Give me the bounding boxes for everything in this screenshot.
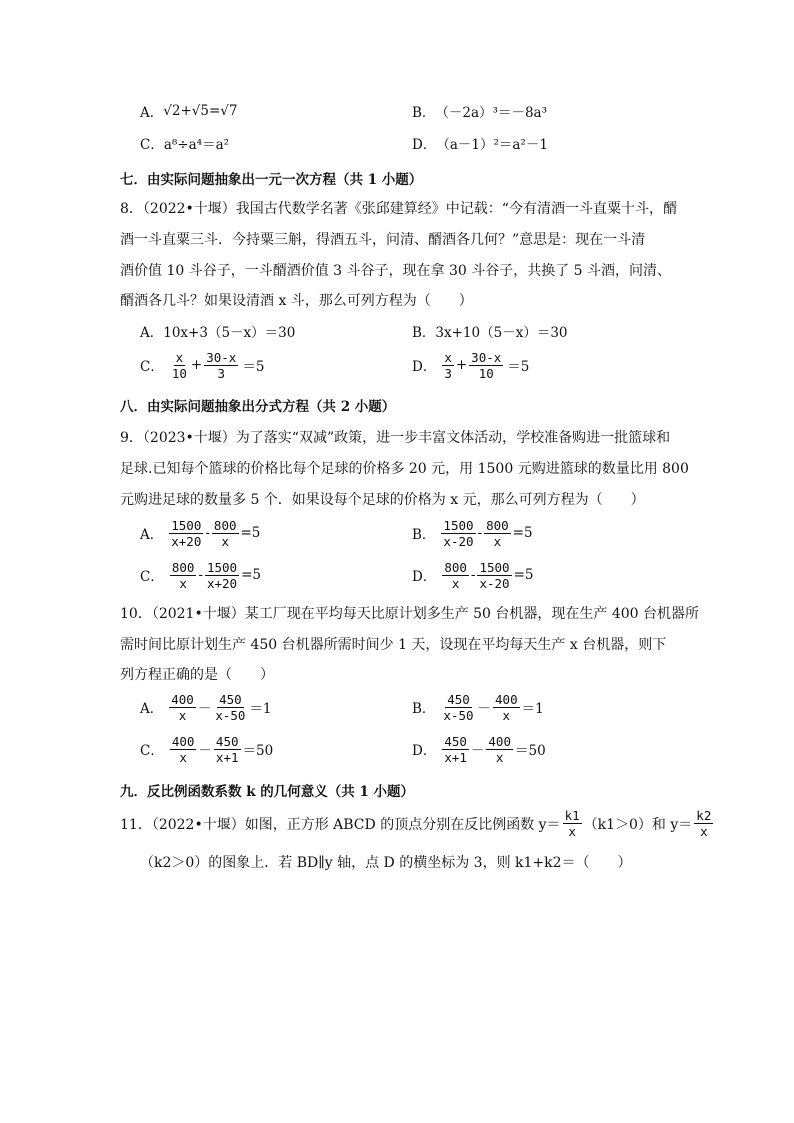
q7-option-d (412, 128, 548, 158)
denominator: x (179, 575, 187, 591)
fraction (694, 808, 713, 839)
numerator: 800 (486, 517, 509, 533)
q11-text: （k1＞0）和 y＝ (583, 816, 693, 833)
q9-text-line: 足球.已知每个篮球的价格比每个足球的价格多 20 元，用 1500 元购进篮球的数量比用 800 (120, 461, 689, 477)
q8-options-row-1 (0, 316, 794, 346)
q7-option-a (140, 96, 237, 126)
numerator: 30-x (471, 349, 502, 365)
equals-value: ＝1 (521, 701, 544, 717)
operator: － (197, 701, 212, 717)
option-label: A． (140, 527, 164, 543)
fraction (169, 518, 203, 549)
numerator: 400 (171, 733, 195, 749)
option-label: B． (412, 105, 436, 121)
numerator: 1500 (206, 559, 238, 575)
equals-value: ＝5 (507, 359, 530, 375)
numerator: 400 (488, 733, 511, 749)
equals-value: ＝5 (242, 359, 265, 375)
option-label: B． (412, 527, 436, 543)
option-label: D． (412, 569, 437, 585)
denominator: x (179, 749, 187, 765)
q7-option-c (140, 128, 229, 158)
q8-option-c (140, 350, 264, 380)
denominator: x (700, 824, 708, 839)
operator: － (477, 701, 492, 717)
q10-text-line: 列方程正确的是（ ） (120, 667, 274, 683)
q9-option-d (412, 560, 533, 590)
fraction (212, 518, 239, 549)
q8-text-line: 8．（2022•十堰）我国古代数学名著《张邱建算经》中记载：“今有清酒一斗直粟十斗，醑 (120, 201, 677, 217)
equals-value: ＝1 (249, 701, 272, 717)
equals-value: =5 (513, 567, 534, 583)
option-label: A． (140, 105, 164, 121)
q8-option-d (412, 350, 529, 380)
fraction (442, 734, 469, 765)
denominator: x (493, 533, 502, 549)
fraction (484, 518, 511, 549)
q9-options-row-2 (0, 560, 794, 590)
numerator: x (175, 349, 184, 365)
q7-option-b (412, 96, 547, 126)
denominator: 3 (217, 365, 226, 381)
equals-value: =5 (240, 525, 261, 541)
q9-option-c (140, 560, 261, 590)
option-label: D． (412, 743, 437, 759)
fraction (477, 560, 511, 591)
q11-text: 11．（2022•十堰）如图，正方形 ABCD 的顶点分别在反比例函数 y＝ (120, 816, 561, 833)
q9-option-b (412, 518, 533, 548)
numerator: 800 (444, 559, 467, 575)
operator: - (470, 567, 476, 583)
operator: － (198, 743, 212, 759)
fraction (170, 560, 197, 591)
option-label: C． (140, 569, 164, 585)
option-label: C． (140, 359, 164, 375)
equals-value: ＝50 (514, 743, 546, 759)
q8-text-line: 醑酒各几斗？如果设清酒 x 斗，那么可列方程为（ ） (120, 293, 473, 309)
denominator: x+1 (215, 749, 239, 765)
section-heading-9: 九．反比例函数系数 k 的几何意义（共 1 小题） (120, 784, 415, 800)
fraction (204, 350, 238, 381)
fraction (441, 692, 475, 723)
fraction (170, 350, 189, 381)
numerator: k1 (564, 808, 580, 823)
denominator: x (502, 707, 511, 723)
q7-option-c-expr: a⁸÷a⁴＝a² (163, 137, 230, 153)
denominator: 3 (444, 365, 452, 381)
q9-options-row-1 (0, 518, 794, 548)
operator: + (190, 357, 203, 373)
q10-options-row-1 (0, 692, 794, 722)
denominator: x+20 (171, 533, 202, 549)
q10-text-line: 10．（2021•十堰）某工厂现在平均每天比原计划多生产 50 台机器，现在生产 400 台机器所 (120, 606, 700, 622)
fraction (213, 692, 247, 723)
option-label: B． (412, 701, 436, 717)
q9-text-line: 元购进足球的数量多 5 个．如果设每个足球的价格为 x 元，那么可列方程为（ ） (120, 492, 645, 508)
fraction (469, 350, 503, 381)
numerator: 450 (444, 733, 467, 749)
q9-text-line: 9．（2023•十堰）为了落实“双减”政策，进一步丰富文体活动，学校准备购进一批篮球和 (120, 430, 671, 446)
denominator: x (221, 533, 229, 549)
numerator: 450 (219, 691, 242, 707)
denominator: x-20 (443, 533, 474, 549)
q8-options-row-2 (0, 350, 794, 380)
denominator: 10 (171, 365, 187, 381)
equals-value: =5 (241, 567, 261, 583)
numerator: 30-x (206, 349, 237, 365)
fraction (563, 808, 582, 839)
q8-text-line: 酒一斗直粟三斗．今持粟三斛，得酒五斗，问清、醑酒各几何？”意思是：现在一斗清 (120, 232, 646, 248)
q7-option-d-expr: （a－1）²＝a²－1 (436, 137, 548, 153)
numerator: 450 (447, 691, 470, 707)
denominator: x-50 (215, 707, 246, 723)
fraction (486, 734, 513, 765)
numerator: 450 (215, 733, 239, 749)
numerator: 1500 (171, 517, 202, 533)
denominator: 10 (478, 365, 494, 381)
denominator: x+1 (444, 749, 467, 765)
q10-option-b (412, 692, 544, 722)
section-heading-7: 七．由实际问题抽象出一元一次方程（共 1 小题） (120, 172, 423, 188)
q7-option-a-expr: √2+√5=√7 (163, 103, 238, 119)
fraction (442, 350, 454, 381)
operator: - (205, 525, 210, 541)
operator: - (477, 525, 483, 541)
denominator: x (495, 749, 504, 765)
q10-option-a (140, 692, 272, 722)
q7-option-b-expr: （－2a）³＝－8a³ (435, 105, 548, 121)
q10-option-d (412, 734, 546, 764)
denominator: x (568, 824, 576, 839)
numerator: 1500 (443, 517, 474, 533)
equals-value: =5 (512, 525, 533, 541)
numerator: 400 (495, 691, 518, 707)
q10-option-c (140, 734, 273, 764)
denominator: x (451, 575, 460, 591)
q8-option-b: B．3x+10（5－x）＝30 (412, 325, 568, 341)
fraction (169, 692, 196, 723)
denominator: x+20 (206, 575, 238, 591)
operator: － (470, 743, 485, 759)
fraction (205, 560, 239, 591)
fraction (441, 518, 475, 549)
q11-text-line-2: （k2＞0）的图象上．若 BD∥y 轴，点 D 的横坐标为 3，则 k1+k2＝（ ） (140, 855, 632, 871)
q11-text-line-1 (120, 808, 715, 839)
q7-options-row-2 (0, 128, 794, 158)
q8-text-line: 酒价值 10 斗谷子，一斗醑酒价值 3 斗谷子，现在拿 30 斗谷子，共换了 5 斗酒，问清、 (120, 263, 672, 279)
q10-text-line: 需时间比原计划生产 450 台机器所需时间少 1 天，设现在平均每天生产 x 台机器，则下 (120, 637, 667, 653)
operator: + (455, 357, 468, 373)
numerator: 800 (171, 559, 195, 575)
option-label: A． (140, 701, 164, 717)
equals-value: ＝50 (242, 743, 274, 759)
denominator: x-50 (443, 707, 474, 723)
numerator: k2 (696, 808, 712, 823)
numerator: 400 (171, 691, 194, 707)
fraction (170, 734, 197, 765)
option-label: C． (140, 137, 164, 153)
option-label: C． (140, 743, 164, 759)
numerator: x (444, 349, 452, 365)
q9-option-a (140, 518, 260, 548)
numerator: 800 (213, 517, 237, 533)
section-heading-8: 八．由实际问题抽象出分式方程（共 2 小题） (120, 399, 396, 415)
q10-options-row-2 (0, 734, 794, 764)
fraction (214, 734, 241, 765)
q7-options-row-1 (0, 96, 794, 126)
denominator: x-20 (479, 575, 510, 591)
fraction (442, 560, 469, 591)
option-label: D． (412, 137, 437, 153)
option-label: D． (412, 359, 437, 375)
q8-option-a: A．10x+3（5－x）＝30 (140, 325, 296, 341)
operator: - (198, 567, 203, 583)
numerator: 1500 (479, 559, 510, 575)
fraction (493, 692, 520, 723)
denominator: x (178, 707, 187, 723)
